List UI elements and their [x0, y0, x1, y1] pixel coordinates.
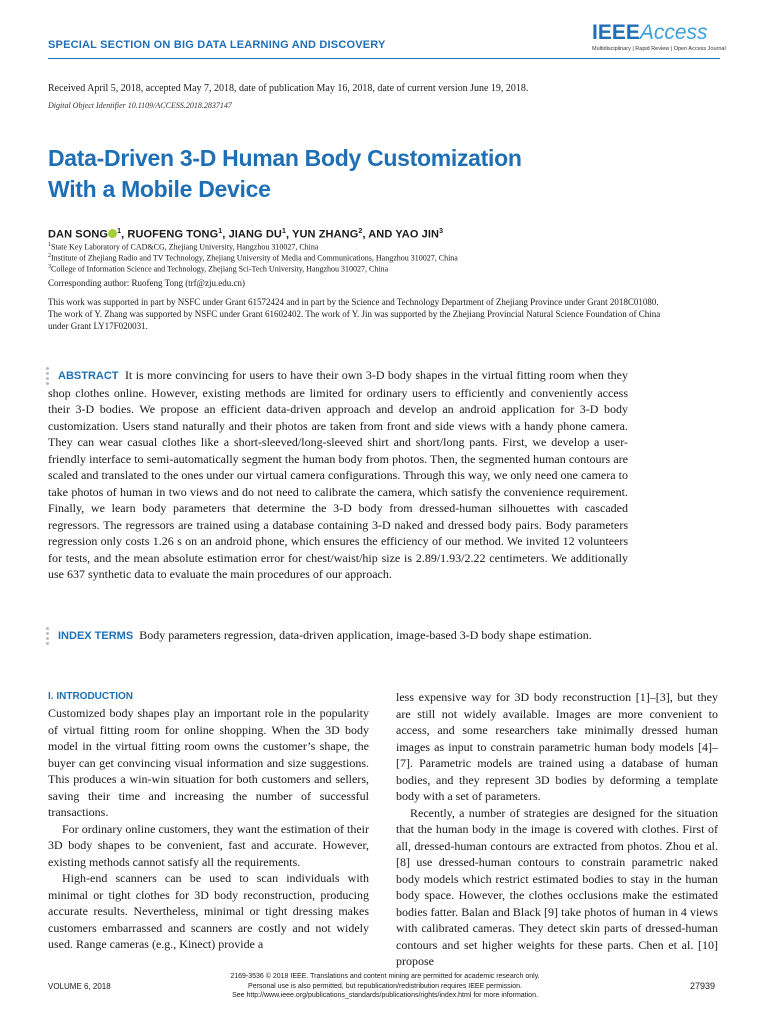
- index-terms-text: Body parameters regression, data-driven application, image-based 3-D body shape estimation.: [139, 628, 592, 642]
- author-sep: ,: [285, 228, 293, 241]
- affiliation-number: 3: [48, 264, 51, 270]
- author-name: YUN ZHANG: [292, 228, 359, 241]
- author-sep: , AND: [362, 228, 396, 241]
- title-line-1: Data-Driven 3-D Human Body Customization: [48, 145, 522, 171]
- logo-ieee: IEEE: [592, 21, 640, 44]
- logo-access: Access: [639, 21, 708, 44]
- index-terms: [48, 627, 628, 645]
- title-line-2: With a Mobile Device: [48, 176, 271, 202]
- author-affil: 1: [117, 228, 122, 235]
- journal-logo: [592, 21, 726, 52]
- author-name: YAO JIN: [395, 228, 440, 241]
- paragraph: High-end scanners can be used to scan individuals with minimal or tight clothes for 3D body reconstruction, producing accurate results. Nevertheless, minimal or tight dressing makes customers embarrassed and scanners are costly and not widely used. Range cameras (e.g., Kinect) provide a: [48, 871, 369, 951]
- abstract-text: It is more convincing for users to have their own 3-D body shapes in the virtual fitting room when they shop clothes online. However, existing methods are limited for ordinary users to efficiently and conveniently access their 3-D bodies. We propose an efficient data-driven approach and develop an android application for 3-D body customization. Users stand naturally and their photos are taken from front and side views with a handy phone camera. They can wear casual clothes like a short-sleeved/long-sleeved shirt and short/long pants. First, we develop a user-friendly interface to semi-automatically segment the human body from photos. Then, the segmented human contours are scaled and translated to the ones under our virtual camera configurations. Through this way, we only need one camera to take photos of human in two views and do not need to calibrate the camera, which satisfy the convenience requirement. Finally, we learn body parameters that determine the 3-D body from dressed-human silhouettes with cascaded regressors. The regressors are trained using a database containing 3-D naked and dressed body pairs. Body parameters regression only costs 1.26 s on an android phone, which ensures the efficiency of our method. We invited 12 volunteers for tests, and the mean absolute estimation error for chest/waist/hip size is 2.89/1.93/2.22 centimeters. We additionally use 637 synthetic data to evaluate the main procedures of our approach.: [48, 368, 628, 581]
- page-number: 27939: [690, 981, 716, 991]
- section-heading-introduction: I. INTRODUCTION: [48, 691, 133, 702]
- author-affil: 1: [218, 228, 223, 235]
- paragraph: Customized body shapes play an important role in the popularity of virtual fitting room for online shopping. When the 3D body model in the virtual fitting room owns the customer’s shape, the buyer can get convincing visual information and size suggestions. This produces a win-win situation for both customers and sellers, saving their time and increasing the number of successful transactions.: [48, 706, 369, 819]
- paragraph: less expensive way for 3D body reconstruction [1]–[3], but they are still not widely available. Images are more convenient to access, and some researchers take minimally dressed human images as input to constrain parametric human body models [4]–[7]. Parametric models are trained using a database of human bodies, and they represent 3D bodies by deforming a template body with a set of parameters.: [396, 690, 718, 803]
- affiliation-number: 1: [48, 242, 51, 248]
- paragraph: Recently, a number of strategies are designed for the situation that the human body in the image is covered with clothes. First of all, dressed-human contours are extracted from photos. Zhou et al. [8] use dressed-human contours to constrain parametric naked body models which restrict estimated bodies to stay in the human body space. However, the clothes occlusions make the estimated bodies fatter. Balan and Black [9] take photos of human in 4 views with calibrated cameras. They detect skin parts of dressed-human contours and set higher weights for these parts. Chen et al. [10] propose: [396, 805, 718, 968]
- funding-statement: This work was supported in part by NSFC under Grant 61572424 and in part by the Science and Technology Department of Zhejiang Province under Grant 2018C01080. The work of Y. Zhang was supported by NSFC under Grant 61602402. The work of Y. Jin was supported by the Zhejiang Provincial Natural Science Foundation of China under Grant LY17F020031.: [48, 297, 661, 331]
- section-header: SPECIAL SECTION ON BIG DATA LEARNING AND DISCOVERY: [48, 39, 386, 51]
- author-line: [48, 228, 443, 241]
- notice-line: Personal use is also permitted, but republication/redistribution requires IEEE permission.: [248, 982, 522, 990]
- author-sep: ,: [121, 228, 128, 241]
- affiliation-text: College of Information Science and Technology, Zhejiang Sci-Tech University, Hangzhou 310027, China: [51, 264, 389, 274]
- orcid-icon[interactable]: [108, 229, 117, 238]
- left-column: [48, 705, 369, 953]
- notice-line: 2169-3536 © 2018 IEEE. Translations and content mining are permitted for academic research only.: [230, 973, 540, 980]
- notice-line: See http://www.ieee.org/publications_standards/publications/rights/index.html for more information.: [232, 992, 538, 999]
- footer-copyright-notice: [160, 972, 610, 1001]
- index-terms-label: INDEX TERMS: [58, 630, 134, 642]
- paper-title: [48, 143, 648, 205]
- paragraph: For ordinary online customers, they want the estimation of their 3D body shapes to be convenient, fast and accurate. However, existing methods cannot satisfy all the requirements.: [48, 821, 369, 869]
- author-name: DAN SONG: [48, 228, 109, 241]
- author-affil: 1: [281, 228, 286, 235]
- received-line: Received April 5, 2018, accepted May 7, 2018, date of publication May 16, 2018, date of current version June 19, 2018.: [48, 83, 529, 94]
- right-column: [396, 689, 718, 970]
- footer-volume: VOLUME 6, 2018: [48, 982, 111, 991]
- author-name: RUOFENG TONG: [127, 228, 219, 241]
- author-sep: ,: [222, 228, 229, 241]
- abstract-label: ABSTRACT: [58, 370, 119, 382]
- author-name: JIANG DU: [228, 228, 282, 241]
- author-affil: 3: [439, 228, 444, 235]
- header-rule: [48, 58, 720, 59]
- abstract: [48, 367, 628, 583]
- affiliation-text: State Key Laboratory of CAD&CG, Zhejiang University, Hangzhou 310027, China: [51, 242, 319, 252]
- affiliation: [48, 262, 388, 275]
- logo-tagline: Multidisciplinary | Rapid Review | Open Access Journal: [592, 46, 726, 52]
- affiliation-number: 2: [48, 253, 51, 259]
- corresponding-author: Corresponding author: Ruofeng Tong (trf@zju.edu.cn): [48, 278, 245, 288]
- doi-line: Digital Object Identifier 10.1109/ACCESS.2018.2837147: [48, 101, 232, 110]
- author-affil: 2: [358, 228, 363, 235]
- affiliation-text: Institute of Zhejiang Radio and TV Technology, Zhejiang University of Media and Communications, Hangzhou 310027, China: [51, 253, 458, 263]
